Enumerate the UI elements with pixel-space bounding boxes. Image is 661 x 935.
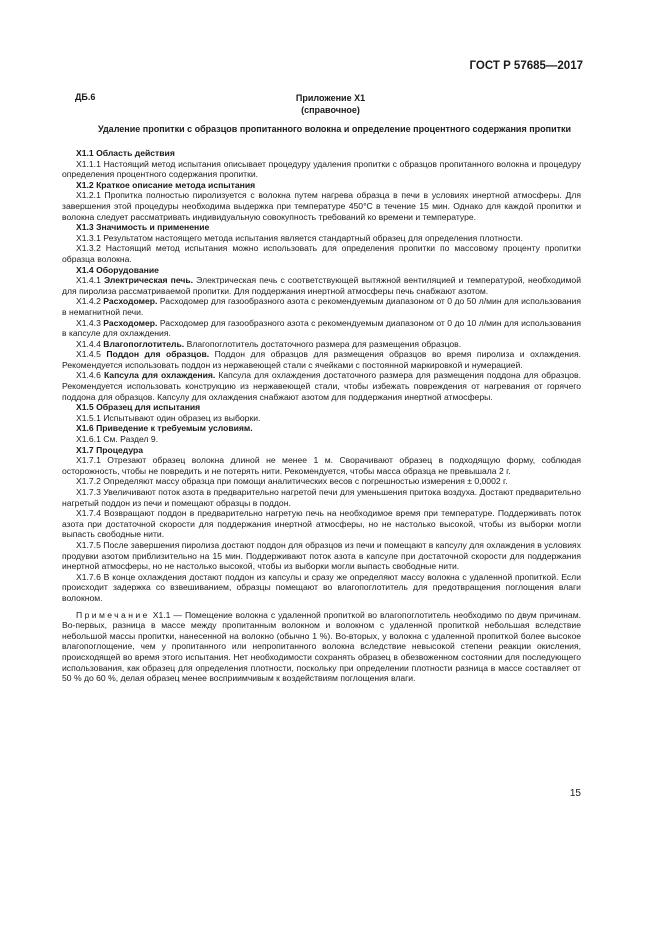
section-heading: Х1.1 Область действия (76, 148, 175, 158)
section-heading: Х1.6 Приведение к требуемым условиям. (76, 423, 253, 434)
section-paragraph: Х1.2.1 Пропитка полностью пиролизуется с волокна путем нагрева образца в печи в условиях инертной атмосферы. Для завершения этой процедуры необходима выдержка при температуре 450°С в течение 15 мин. Однако для каждой пропитки и волокна следует рассматривать индивидуальную совокупность требований ко времени и температуре. (62, 190, 581, 222)
note-text: Х1.1 — Помещение волокна с удаленной пропиткой во влагопоглотитель необходимо по двум причинам. Во-первых, разница в массе между пропитанным волокном и волокном с удаленной пропиткой небольшая вследствие небольшой массы пропитки, нанесенной на волокно (обычно 1 %). Во-вторых, у волокна с удаленной пропиткой более высокое влагопоглощение, чем у пропитанного или непропитанного волокна вследствие невысокой степени реакции окисления, происходящей во время этого испытания. Нет необходимости сохранять образец в обезвоженном состоянии для последующего использования, как образец для определения плотности, поскольку при определении плотности разница в массе составляет от 50 % до 60 %, делая образец менее восприимчивым к воздействиям поглощения влаги. (62, 609, 581, 684)
term: Поддон для образцов. (106, 349, 210, 360)
term: Расходомер. (103, 317, 158, 328)
paragraph-number: Х1.4.6 (76, 370, 104, 381)
section-paragraph (62, 275, 581, 296)
section-heading: Х1.3 Значимость и применение (76, 222, 210, 233)
section-paragraph: Х1.3.1 Результатом настоящего метода испытания является стандартный образец для определения плотности. (76, 232, 523, 243)
paragraph-number: Х1.4.2 (76, 296, 104, 307)
annex-subtitle: (справочное) (301, 105, 360, 115)
section-paragraph: Х1.6.1 См. Раздел 9. (76, 434, 159, 445)
term: Расходомер. (103, 296, 158, 307)
paragraph-text: Влагопоглотитель достаточного размера для размещения образцов. (184, 338, 462, 349)
section-paragraph (62, 318, 581, 339)
section-heading: Х1.4 Оборудование (76, 264, 159, 275)
paragraph-text: Капсула для охлаждения достаточного размера для размещения поддона для образцов. Рекомендуется использовать конструкцию из нержавеющей стали, чтобы избежать повреждения от нагревания от горячего поддона для образцов. Капсулу для охлаждения снабжают азотом для поддержания инертной атмосферы. (62, 370, 582, 402)
section-paragraph: Х1.7.5 После завершения пиролиза достают поддон для образцов из печи и помещают в капсулу для охлаждения в условиях продувки азотом приблизительно на 15 мин. Поддерживают поток азота в капсуле при достаточной скорости для поддержания инертной атмосферы, но не настолько высокой, чтобы из выборки могли выпасть свободные нити. (62, 539, 581, 572)
paragraph-text: Расходомер для газообразного азота с рекомендуемым диапазоном от 0 до 50 л/мин для использования в немагнитной печи. (62, 296, 582, 317)
paragraph-text: Расходомер для газообразного азота с рекомендуемым диапазоном от 0 до 10 л/мин для использования в капсуле для охлаждения. (62, 317, 582, 339)
note-label: Примечание (76, 609, 150, 620)
note-paragraph (62, 610, 581, 684)
section-paragraph: Х1.7.6 В конце охлаждения достают поддон из капсулы и сразу же определяют массу волокна с удаленной пропиткой. Если происходит задержка со взвешиванием, образцы помещают во влагопоглотитель для предотвращения поглощения влаги волокном. (62, 571, 581, 603)
paragraph-number: Х1.4.1 (76, 275, 104, 286)
standard-code: ГОСТ Р 57685—2017 (469, 60, 583, 72)
paragraph-text: Электрическая печь с соответствующей вытяжной вентиляцией и температурой, необходимой для пиролиза рассматриваемой пропитки. Для поддержания инертной атмосферы печь снабжают азотом. (62, 275, 582, 296)
annex-heading (0, 92, 661, 116)
section-paragraph: Х1.5.1 Испытывают один образец из выборки. (76, 412, 261, 423)
section-paragraph (62, 370, 581, 402)
section-heading: Х1.7 Процедура (76, 444, 144, 455)
document-body (62, 148, 581, 684)
paragraph-number: Х1.4.3 (76, 317, 104, 328)
section-heading: Х1.5 Образец для испытания (76, 402, 201, 413)
term: Капсула для охлаждения. (103, 370, 216, 381)
sections (62, 148, 581, 604)
section-paragraph: Х1.7.3 Увеличивают поток азота в предварительно нагретой печи для уменьшения притока воздуха. Достают предварительно нагретый поддон из печи и помещают образцы в поддон. (62, 487, 581, 508)
section-paragraph: Х1.7.1 Отрезают образец волокна длиной не менее 1 м. Сворачивают образец в подходящую форму, соблюдая осторожность, чтобы не повредить и не потерять нити. Рекомендуется, чтобы масса образца не превышала 2 г. (62, 455, 581, 476)
section-heading: Х1.2 Краткое описание метода испытания (76, 179, 256, 190)
paragraph-number: Х1.4.4 (76, 338, 104, 349)
section-paragraph: Х1.7.2 Определяют массу образца при помощи аналитических весов с погрешностью измерения ± 0,0002 г. (76, 476, 508, 487)
term: Влагопоглотитель. (103, 338, 185, 349)
page-number: 15 (569, 788, 581, 799)
term: Электрическая печь. (103, 275, 194, 286)
annex-title: Приложение Х1 (295, 93, 366, 103)
document-title: Удаление пропитки с образцов пропитанного волокна и определение процентного содержания пропитки (97, 124, 572, 134)
section-paragraph (62, 349, 581, 370)
section-paragraph: Х1.7.4 Возвращают поддон в предварительно нагретую печь на необходимое время при температуре. Поддерживать поток азота при достаточной скорости для поддержания инертной атмосферы, но не настолько высокой, чтобы из выборки могли выпасть свободные нити. (62, 508, 581, 540)
annex-code: ДБ.6 (75, 92, 96, 102)
section-paragraph: Х1.3.2 Настоящий метод испытания можно использовать для определения пропитки по массовому проценту пропитки образца волокна. (62, 243, 581, 264)
paragraph-number: Х1.4.5 (76, 349, 107, 360)
section-paragraph: Х1.1.1 Настоящий метод испытания описывает процедуру удаления пропитки с образцов пропитанного волокна и процедуру определения процентного содержания пропитки. (62, 158, 581, 180)
section-paragraph (62, 339, 581, 350)
section-paragraph (62, 296, 581, 317)
paragraph-text: Поддон для образцов для размещения образцов во время пиролиза и охлаждения. Рекомендуется использовать поддон из нержавеющей стали с ячейками с постоянной маркировкой и нумерацией. (62, 349, 581, 370)
